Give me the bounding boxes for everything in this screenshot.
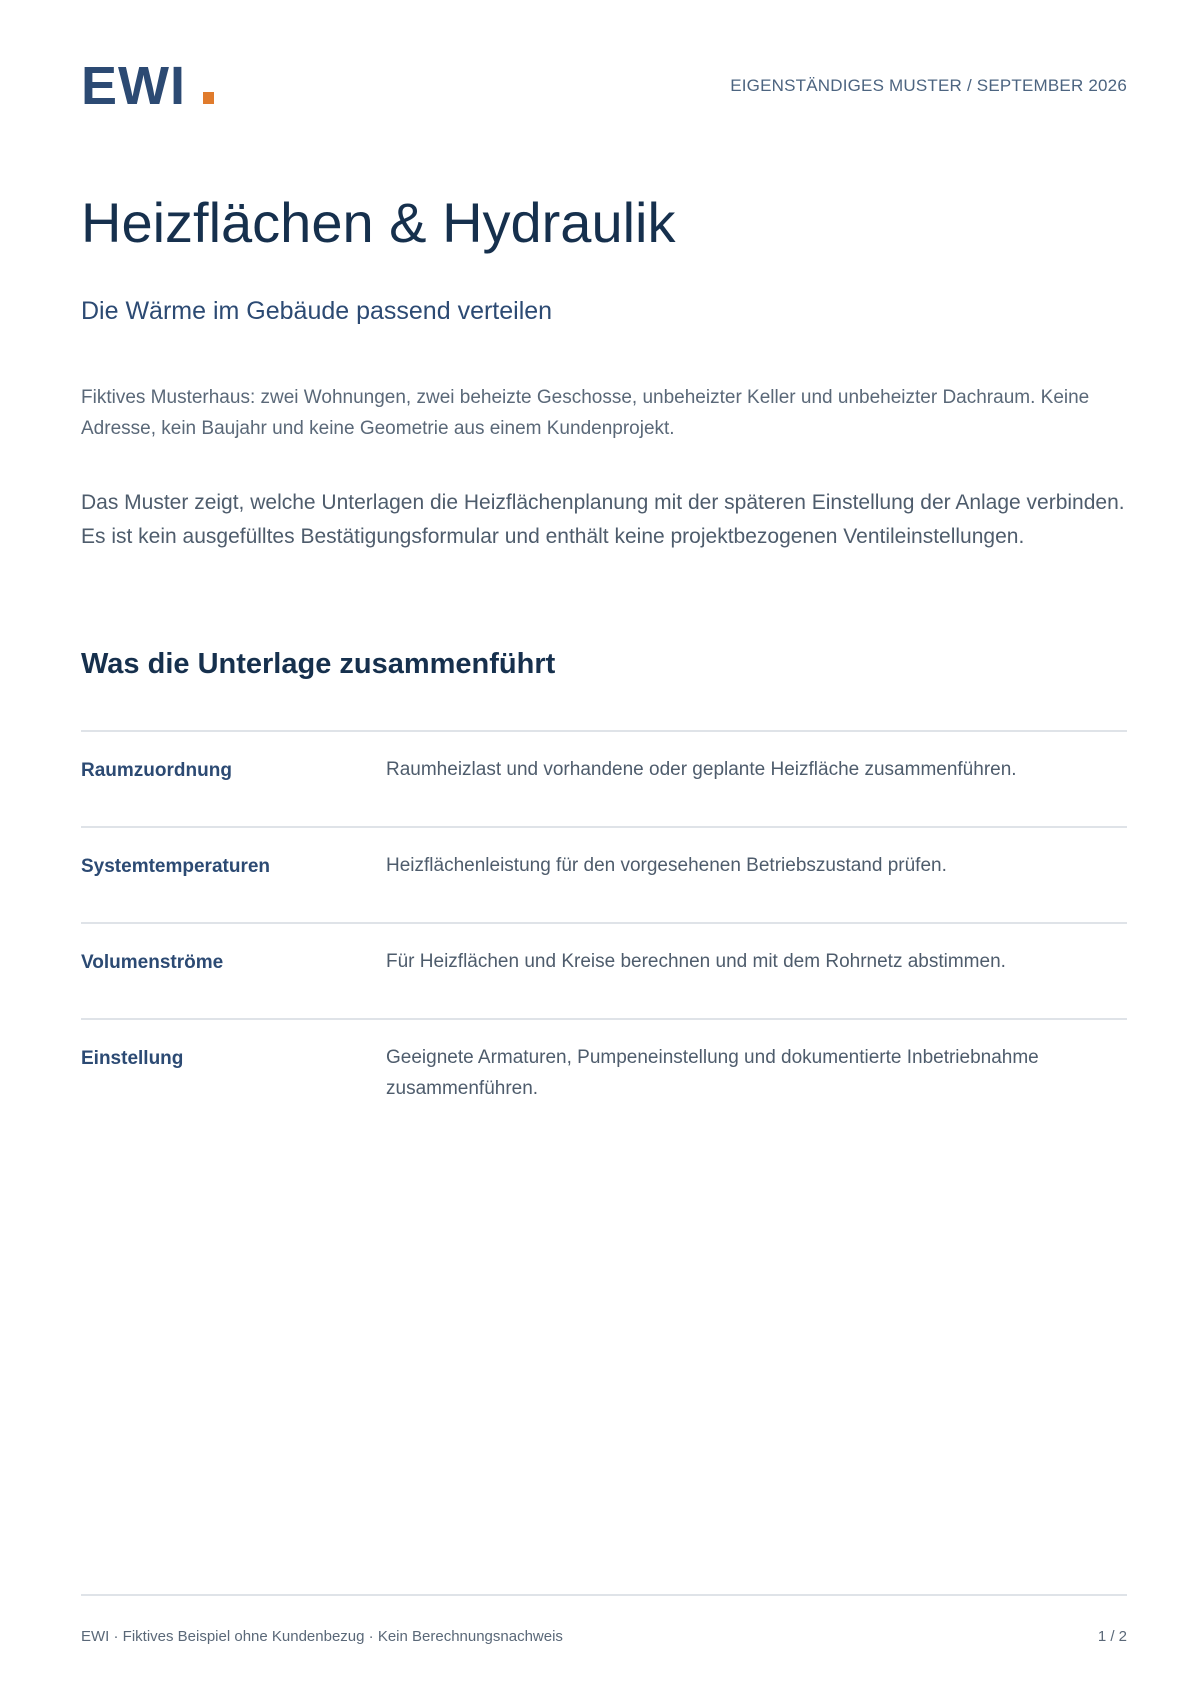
document-page (81, 0, 1127, 1698)
logo-accent-dot (203, 92, 214, 104)
row-value: Für Heizflächen und Kreise berechnen und mit dem Rohrnetz abstimmen. (386, 951, 1006, 972)
table-row (81, 732, 1127, 828)
row-label: Raumzuordnung (81, 760, 232, 781)
meta-note: Fiktives Musterhaus: zwei Wohnungen, zwei beheizte Geschosse, unbeheizter Keller und unbeheizter Dachraum. Keine Adresse, kein Baujahr und keine Geometrie aus einem Kundenprojekt. (81, 387, 1090, 439)
section-title: Was die Unterlage zusammenführt (81, 648, 556, 680)
row-value: Heizflächenleistung für den vorgesehenen Betriebszustand prüfen. (386, 855, 947, 876)
row-label: Einstellung (81, 1048, 184, 1069)
page-header (81, 56, 1127, 116)
page-title: Heizflächen & Hydraulik (81, 191, 676, 254)
table-row (81, 924, 1127, 1020)
intro-paragraph: Das Muster zeigt, welche Unterlagen die Heizflächenplanung mit der späteren Einstellung der Anlage verbinden. Es ist kein ausgefülltes Bestätigungsformular und enthält keine projektbezogenen Ventileinstellungen. (81, 491, 1125, 548)
row-label: Systemtemperaturen (81, 856, 271, 877)
page-number: 1 / 2 (1097, 1628, 1127, 1645)
row-label: Volumenströme (81, 952, 224, 973)
summary-table (81, 730, 1127, 1128)
row-value: Raumheizlast und vorhandene oder geplante Heizfläche zusammenführen. (386, 759, 1017, 780)
table-row (81, 1020, 1127, 1128)
page-subtitle: Die Wärme im Gebäude passend verteilen (81, 297, 553, 325)
page-footer (81, 1594, 1127, 1656)
header-meta: EIGENSTÄNDIGES MUSTER / SEPTEMBER 2026 (730, 76, 1127, 95)
table-row (81, 828, 1127, 924)
row-value: Geeignete Armaturen, Pumpeneinstellung und dokumentierte Inbetriebnahme zusammenführen. (386, 1047, 1039, 1099)
logo: EWI (81, 56, 186, 116)
footer-note: EWI · Fiktives Beispiel ohne Kundenbezug · Kein Berechnungsnachweis (81, 1628, 563, 1645)
